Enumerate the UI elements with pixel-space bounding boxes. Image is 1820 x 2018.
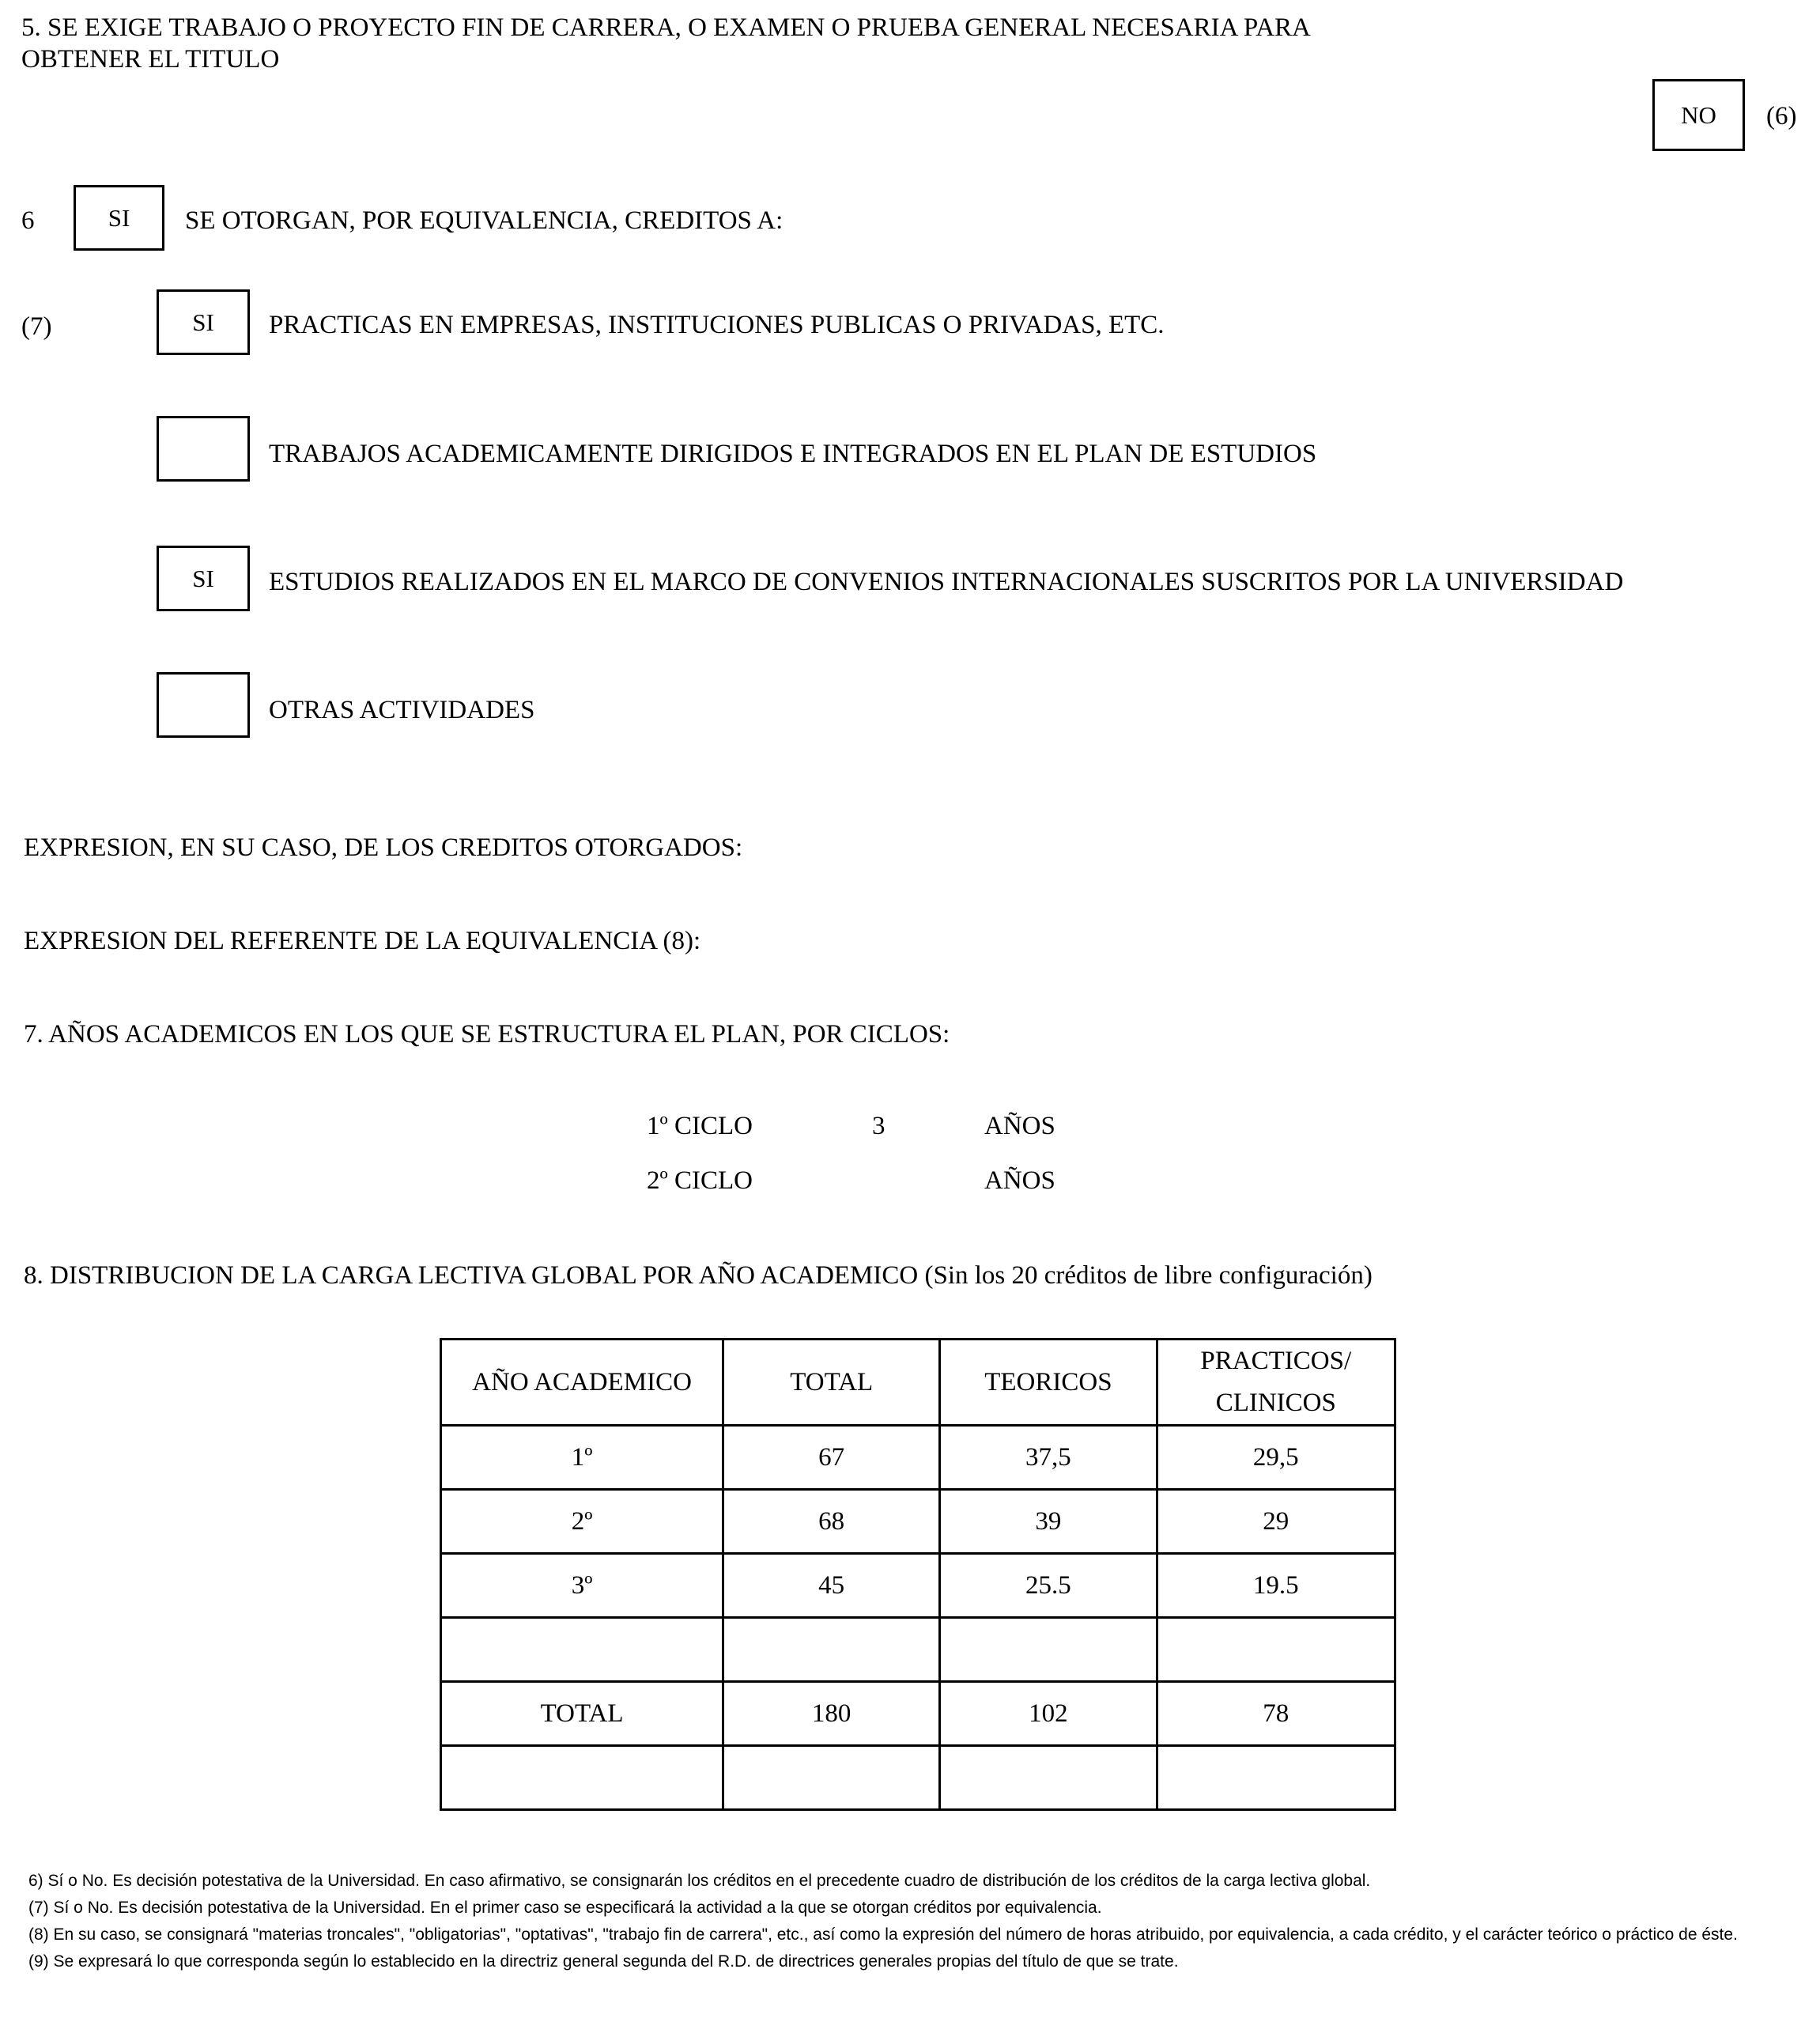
- carga-lectiva-table: [440, 1338, 1396, 1811]
- option-trabajos-checkbox[interactable]: [157, 416, 250, 482]
- option-convenios-checkbox[interactable]: SI: [157, 546, 250, 611]
- table-row: [441, 1426, 1395, 1490]
- section6-text: SE OTORGAN, POR EQUIVALENCIA, CREDITOS A:: [185, 206, 784, 235]
- header-practicos-line2: CLINICOS: [1215, 1389, 1336, 1417]
- cell-practicos: 78: [1157, 1682, 1395, 1746]
- footnote-7: (7) Sí o No. Es decisión potestativa de la Universidad. En el primer caso se especificará la actividad a la que se otorgan créditos por equivalencia.: [28, 1899, 1102, 1917]
- table-row: [441, 1490, 1395, 1554]
- section6-answer-box[interactable]: SI: [74, 185, 164, 251]
- cycle1-value: 3: [872, 1112, 885, 1140]
- cell-total: [723, 1746, 940, 1810]
- cell-practicos: 19.5: [1157, 1554, 1395, 1618]
- table-row: [441, 1554, 1395, 1618]
- header-ano-academico: AÑO ACADEMICO: [441, 1340, 723, 1426]
- cycle2-unit: AÑOS: [984, 1166, 1055, 1195]
- cell-teoricos: [940, 1618, 1157, 1682]
- cell-total: [723, 1618, 940, 1682]
- section6-number: 6: [21, 206, 35, 235]
- cell-ano: TOTAL: [441, 1682, 723, 1746]
- option-otras-checkbox[interactable]: [157, 672, 250, 738]
- section6-note-ref: (7): [21, 312, 52, 341]
- footnote-8: (8) En su caso, se consignará "materias troncales", "obligatorias", "optativas", "trabajo fin de carrera", etc., así como la expresión del número de horas atribuido, por equivalencia, a cada crédito, y el carácter teórico o práctico de éste.: [28, 1925, 1738, 1944]
- cell-ano: 2º: [441, 1490, 723, 1554]
- cell-total: 68: [723, 1490, 940, 1554]
- cell-total: 45: [723, 1554, 940, 1618]
- header-teoricos: TEORICOS: [940, 1340, 1157, 1426]
- cell-practicos: [1157, 1746, 1395, 1810]
- section8-title: 8. DISTRIBUCION DE LA CARGA LECTIVA GLOBAL POR AÑO ACADEMICO (Sin los 20 créditos de libre configuración): [24, 1261, 1373, 1290]
- expresion-creditos: EXPRESION, EN SU CASO, DE LOS CREDITOS OTORGADOS:: [24, 833, 743, 862]
- option-convenios-label: ESTUDIOS REALIZADOS EN EL MARCO DE CONVENIOS INTERNACIONALES SUSCRITOS POR LA UNIVERSIDAD: [269, 568, 1624, 596]
- header-practicos-line1: PRACTICOS/: [1200, 1347, 1352, 1376]
- expresion-referente: EXPRESION DEL REFERENTE DE LA EQUIVALENCIA (8):: [24, 927, 701, 955]
- section7-title: 7. AÑOS ACADEMICOS EN LOS QUE SE ESTRUCTURA EL PLAN, POR CICLOS:: [24, 1020, 950, 1049]
- table-row: [441, 1746, 1395, 1810]
- cell-total: 180: [723, 1682, 940, 1746]
- cell-total: 67: [723, 1426, 940, 1490]
- option-practicas-label: PRACTICAS EN EMPRESAS, INSTITUCIONES PUBLICAS O PRIVADAS, ETC.: [269, 311, 1165, 339]
- cell-ano: [441, 1618, 723, 1682]
- cycle1-label: 1º CICLO: [647, 1112, 753, 1140]
- footnotes: [28, 1868, 1799, 1975]
- cell-teoricos: 25.5: [940, 1554, 1157, 1618]
- header-total: TOTAL: [723, 1340, 940, 1426]
- cell-teoricos: [940, 1746, 1157, 1810]
- cell-practicos: 29,5: [1157, 1426, 1395, 1490]
- option-trabajos-label: TRABAJOS ACADEMICAMENTE DIRIGIDOS E INTEGRADOS EN EL PLAN DE ESTUDIOS: [269, 440, 1317, 468]
- cell-teoricos: 102: [940, 1682, 1157, 1746]
- footnote-9: (9) Se expresará lo que corresponda según lo establecido en la directriz general segunda del R.D. de directrices generales propias del título de que se trate.: [28, 1952, 1179, 1971]
- header-practicos: [1157, 1340, 1395, 1426]
- table-header-row: [441, 1340, 1395, 1426]
- cell-practicos: [1157, 1618, 1395, 1682]
- cell-practicos: 29: [1157, 1490, 1395, 1554]
- section5-answer-box[interactable]: NO: [1652, 79, 1745, 151]
- option-otras-label: OTRAS ACTIVIDADES: [269, 696, 535, 724]
- option-practicas-checkbox[interactable]: SI: [157, 289, 250, 355]
- cell-ano: [441, 1746, 723, 1810]
- cycle1-unit: AÑOS: [984, 1112, 1055, 1140]
- table-row: [441, 1618, 1395, 1682]
- footnote-6: 6) Sí o No. Es decisión potestativa de la Universidad. En caso afirmativo, se consignarán los créditos en el precedente cuadro de distribución de los créditos de la carga lectiva global.: [28, 1872, 1371, 1890]
- section5-note-ref: (6): [1766, 102, 1797, 130]
- cycle2-label: 2º CICLO: [647, 1166, 753, 1195]
- cell-ano: 3º: [441, 1554, 723, 1618]
- cell-teoricos: 39: [940, 1490, 1157, 1554]
- section5-line1: 5. SE EXIGE TRABAJO O PROYECTO FIN DE CARRERA, O EXAMEN O PRUEBA GENERAL NECESARIA PARA: [21, 13, 1311, 42]
- cell-teoricos: 37,5: [940, 1426, 1157, 1490]
- table-row-total: [441, 1682, 1395, 1746]
- section5-line2: OBTENER EL TITULO: [21, 45, 280, 74]
- cell-ano: 1º: [441, 1426, 723, 1490]
